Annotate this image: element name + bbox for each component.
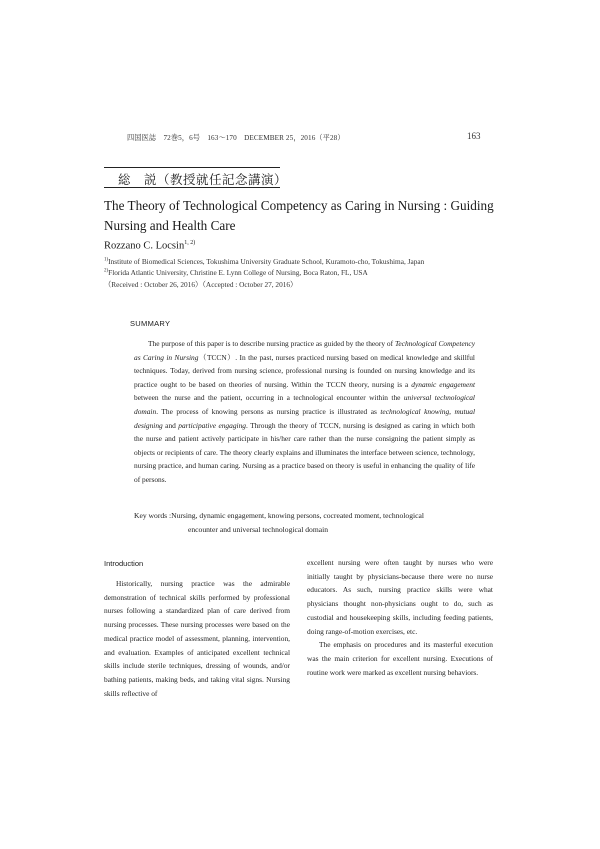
page-number: 163 bbox=[467, 131, 481, 141]
summary-heading: SUMMARY bbox=[130, 319, 171, 328]
summary-abstract bbox=[134, 337, 475, 487]
keywords-line-1: Nursing, dynamic engagement, knowing persons, cocreated moment, technological bbox=[171, 511, 424, 520]
intro-paragraph: excellent nursing were often taught by nurses who were initially taught by physicians-because there were no nurse educators. As such, nursing practice skills were what physicians thought non-physicians ought to do, such as custodial and housekeeping skills, including feeding patients, doing range-of-motion exercises, etc. bbox=[307, 558, 493, 636]
affiliation-1-sup: 1) bbox=[104, 257, 109, 263]
section-bottom-rule bbox=[104, 187, 280, 188]
author-line bbox=[104, 240, 195, 252]
right-column bbox=[307, 556, 493, 679]
keywords bbox=[134, 509, 479, 536]
affiliation-1-text: Institute of Biomedical Sciences, Tokushima University Graduate School, Kuramoto-cho, Tokushima, Japan bbox=[108, 257, 425, 266]
abstract-text: . Through the theory of TCCN, nursing is designed as caring in which both the nurse and patient actively participate in his/her care rather than the nurse consigning the patient simply as objects or recipients of care. The theory clearly explains and illuminates the interface between science, technology, nursing practice, and human caring. Nursing as a practice based on theory is useful in enhancing the quality of life of persons. bbox=[134, 420, 476, 484]
abstract-text: and bbox=[162, 420, 179, 430]
section-label: 総 説（教授就任記念講演） bbox=[118, 172, 288, 187]
abstract-text: The purpose of this paper is to describe nursing practice as guided by the theory of bbox=[148, 339, 395, 348]
abstract-text: （TCCN）. In the past, nurses practiced nursing based on medical knowledge and skillful techniques. Today, derived from nursing science, professional nursing is founded on nursing knowledge and its practice ought to be based on theories of nursing. Within the TCCN theory, nursing is a bbox=[134, 352, 475, 389]
abstract-emphasis: Technological Competency as Caring in Nursing bbox=[134, 339, 475, 362]
abstract-emphasis: technological knowing, mutual designing bbox=[134, 406, 475, 430]
journal-header: 四国医誌 72巻5，6号 163～170 DECEMBER 25，2016（平28） bbox=[127, 134, 345, 142]
keywords-line-2: encounter and universal technological domain bbox=[188, 524, 329, 534]
affiliation-2-sup: 2) bbox=[104, 268, 109, 274]
received-accepted-dates: （Received : October 26, 2016）（Accepted : October 27, 2016） bbox=[104, 280, 298, 289]
keywords-label: Key words : bbox=[134, 511, 172, 520]
article-title: The Theory of Technological Competency as Caring in Nursing : Guiding Nursing and Health Care bbox=[104, 198, 494, 233]
affiliation-1 bbox=[104, 257, 424, 266]
introduction-heading: Introduction bbox=[104, 559, 144, 568]
intro-paragraph: The emphasis on procedures and its masterful execution was the main criterion for excellent nursing. Executions of routine work were marked as excellent nursing behaviors. bbox=[307, 640, 493, 677]
author-name: Rozzano C. Locsin bbox=[104, 240, 185, 252]
affiliation-2-text: Florida Atlantic University, Christine E. Lynn College of Nursing, Boca Raton, FL, USA bbox=[108, 268, 368, 277]
abstract-text: . The process of knowing persons as nursing practice is illustrated as bbox=[156, 406, 381, 416]
intro-paragraph: Historically, nursing practice was the admirable demonstration of technical skills performed by professional nurses following a standardized plan of care derived from nursing processes. These nursing processes were based on the medical practice model of assessment, planning, intervention, and evaluation. Examples of anticipated excellent technical skills include sterile techniques, dressing of wounds, and/or bathing patients, making beds, and taking vital signs. Nursing skills reflective of bbox=[104, 579, 290, 698]
author-sup: 1, 2) bbox=[184, 240, 196, 246]
affiliation-2 bbox=[104, 268, 368, 277]
abstract-text: between the nurse and the patient, occurring in a technological encounter within the bbox=[134, 393, 404, 403]
abstract-emphasis: dynamic engagement bbox=[411, 379, 475, 389]
section-top-rule bbox=[104, 167, 280, 168]
abstract-emphasis: universal technological domain bbox=[134, 393, 475, 416]
abstract-emphasis: participative engaging bbox=[178, 420, 246, 430]
left-column bbox=[104, 577, 290, 700]
section-banner bbox=[104, 167, 288, 188]
